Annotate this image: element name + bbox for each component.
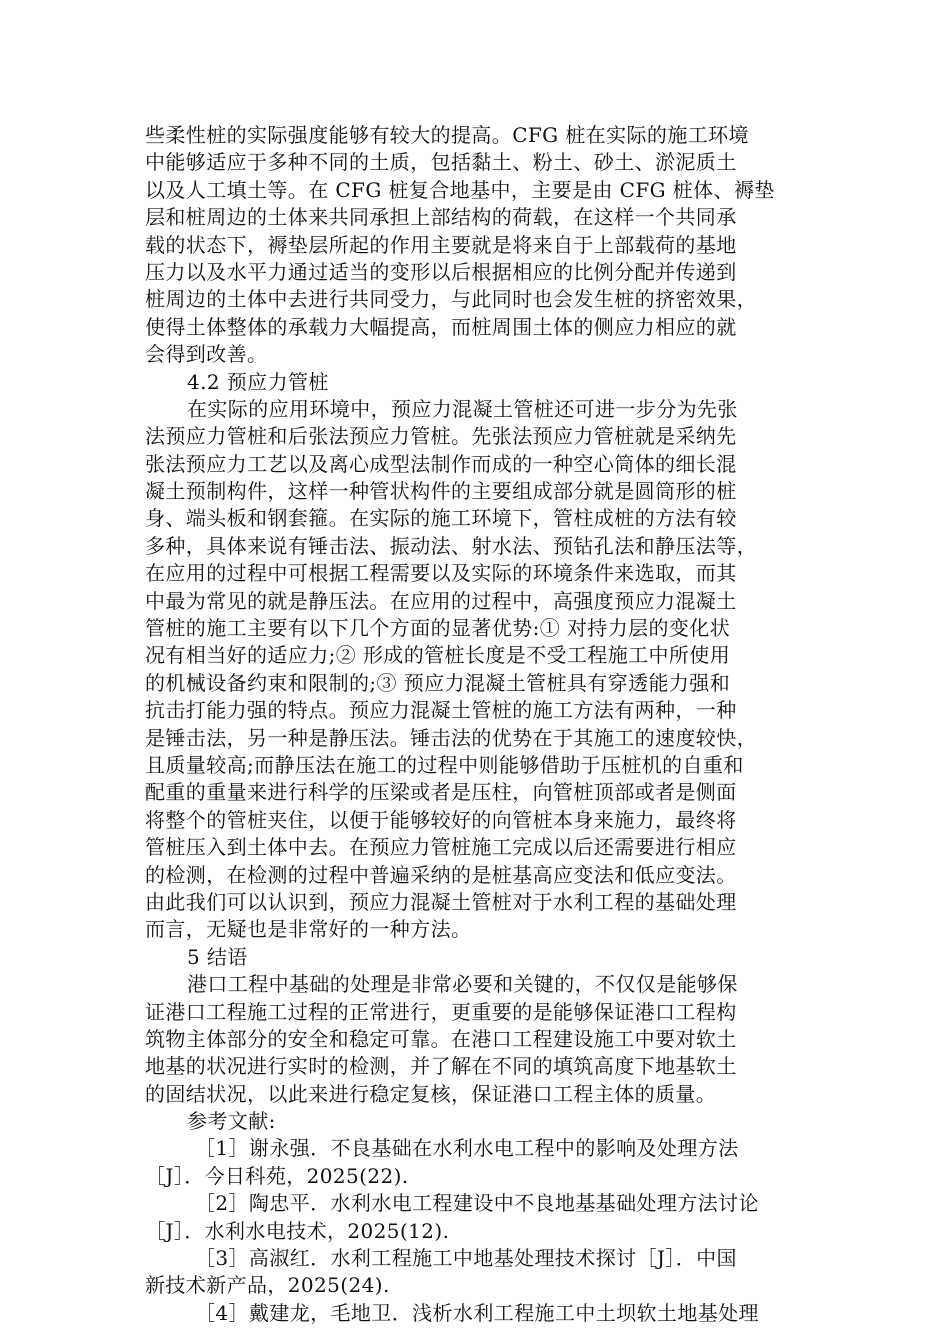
text-line: 会得到改善。 [145, 342, 268, 367]
text-line: 些柔性桩的实际强度能够有较大的提高。CFG 桩在实际的施工环境 [145, 123, 749, 147]
text-line: ［J］．水利水电技术，2025(12). [145, 1218, 450, 1243]
text-line: 而言，无疑也是非常好的一种方法。 [145, 917, 472, 942]
text-line: 中最为常见的就是静压法。在应用的过程中，高强度预应力混凝土 [145, 588, 737, 613]
text-line: 的固结状况，以此来进行稳定复核，保证港口工程主体的质量。 [145, 1081, 717, 1106]
text-line: 在实际的应用环境中，预应力混凝土管桩还可进一步分为先张 [187, 396, 738, 421]
text-line: 多种，具体来说有锤击法、振动法、射水法、预钻孔法和静压法等， [145, 533, 757, 558]
text-line: 在应用的过程中可根据工程需要以及实际的环境条件来选取，而其 [145, 561, 737, 586]
text-line: 以及人工填土等。在 CFG 桩复合地基中，主要是由 CFG 桩体、褥垫 [145, 177, 775, 202]
text-line: 管桩压入到土体中去。在预应力管桩施工完成以后还需要进行相应 [145, 835, 737, 860]
text-line: ［2］陶忠平．水利水电工程建设中不良地基基础处理方法讨论 [195, 1191, 759, 1216]
text-line: 桩周边的土体中去进行共同受力，与此同时也会发生桩的挤密效果， [145, 287, 757, 312]
text-line: 抗击打能力强的特点。预应力混凝土管桩的施工方法有两种，一种 [145, 698, 737, 723]
text-line: 5 结语 [187, 944, 248, 969]
text-line: 管桩的施工主要有以下几个方面的显著优势:① 对持力层的变化状 [145, 616, 731, 641]
text-line: 凝土预制构件，这样一种管状构件的主要组成部分就是圆筒形的桩 [145, 479, 737, 504]
text-line: 地基的状况进行实时的检测，并了解在不同的填筑高度下地基软土 [145, 1054, 737, 1079]
text-line: ［3］高淑红．水利工程施工中地基处理技术探讨［J］．中国 [195, 1246, 737, 1271]
text-line: ［4］戴建龙，毛地卫．浅析水利工程施工中土坝软土地基处理 [195, 1300, 759, 1325]
text-line: 况有相当好的适应力;② 形成的管桩长度是不受工程施工中所使用 [145, 643, 731, 668]
text-line: 将整个的管桩夹住，以便于能够较好的向管桩本身来施力，最终将 [145, 807, 737, 832]
text-line: 参考文献: [187, 1109, 276, 1134]
text-line: 且质量较高;而静压法在施工的过程中则能够借助于压桩机的自重和 [145, 752, 744, 777]
document-page [145, 122, 810, 1327]
text-line: 配重的重量来进行科学的压梁或者是压柱，向管桩顶部或者是侧面 [145, 780, 737, 805]
text-line: 中能够适应于多种不同的土质，包括黏土、粉土、砂土、淤泥质土 [145, 150, 737, 175]
text-line: ［1］谢永强．不良基础在水利水电工程中的影响及处理方法 [195, 1136, 739, 1161]
text-line: 新技术新产品，2025(24). [145, 1273, 390, 1298]
text-line: 法预应力管桩和后张法预应力管桩。先张法预应力管桩就是采纳先 [145, 424, 737, 449]
text-line: 的检测，在检测的过程中普遍采纳的是桩基高应变法和低应变法。 [145, 862, 737, 887]
text-line: ［J］．今日科苑，2025(22). [145, 1163, 409, 1188]
text-line: 压力以及水平力通过适当的变形以后根据相应的比例分配并传递到 [145, 259, 737, 284]
text-line: 张法预应力工艺以及离心成型法制作而成的一种空心筒体的细长混 [145, 451, 737, 476]
text-line: 身、端头板和钢套箍。在实际的施工环境下，管柱成桩的方法有较 [145, 506, 737, 531]
text-line: 4.2 预应力管桩 [187, 369, 329, 394]
text-line: 的机械设备约束和限制的;③ 预应力混凝土管桩具有穿透能力强和 [145, 670, 731, 695]
text-line: 使得土体整体的承载力大幅提高，而桩周围土体的侧应力相应的就 [145, 314, 737, 339]
text-line: 载的状态下，褥垫层所起的作用主要就是将来自于上部载荷的基地 [145, 232, 737, 257]
text-line: 是锤击法，另一种是静压法。锤击法的优势在于其施工的速度较快， [145, 725, 757, 750]
text-line: 层和桩周边的土体来共同承担上部结构的荷载，在这样一个共同承 [145, 205, 737, 230]
text-line: 证港口工程施工过程的正常进行，更重要的是能够保证港口工程构 [145, 999, 737, 1024]
text-line: 筑物主体部分的安全和稳定可靠。在港口工程建设施工中要对软土 [145, 1026, 737, 1051]
text-line: 港口工程中基础的处理是非常必要和关键的，不仅仅是能够保 [187, 972, 738, 997]
text-line: 由此我们可以认识到，预应力混凝土管桩对于水利工程的基础处理 [145, 889, 737, 914]
